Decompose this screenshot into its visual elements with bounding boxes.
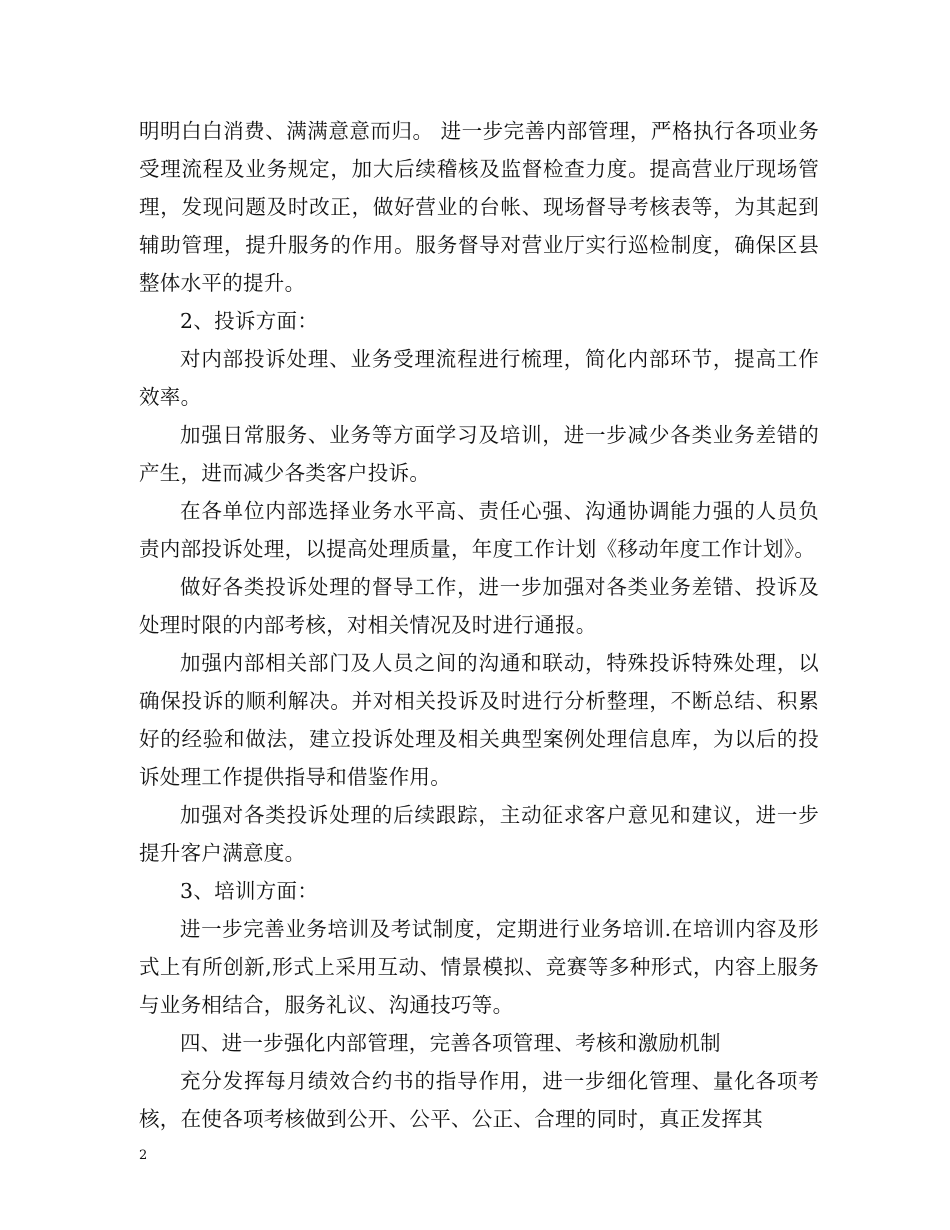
paragraph-6: 做好各类投诉处理的督导工作，进一步加强对各类业务差错、投诉及处理时限的内部考核，对相关情况及时进行通报。	[139, 575, 819, 637]
paragraph-12: 充分发挥每月绩效合约书的指导作用，进一步细化管理、量化各项考核，在使各项考核做到公开、公平、公正、合理的同时，真正发挥其	[139, 1069, 819, 1131]
paragraph-1: 明明白白消费、满满意意而归。 进一步完善内部管理，严格执行各项业务受理流程及业务规定，加大后续稽核及监督检查力度。提高营业厅现场管理，发现问题及时改正，做好营业的台帐、现场督导考核表等，为其起到辅助管理，提升服务的作用。服务督导对营业厅实行巡检制度，确保区县整体水平的提升。	[139, 119, 819, 295]
paragraph-5: 在各单位内部选择业务水平高、责任心强、沟通协调能力强的人员负责内部投诉处理，以提高处理质量，年度工作计划《移动年度工作计划》。	[139, 499, 819, 561]
paragraph-7: 加强内部相关部门及人员之间的沟通和联动，特殊投诉特殊处理，以确保投诉的顺利解决。并对相关投诉及时进行分析整理，不断总结、积累好的经验和做法，建立投诉处理及相关典型案例处理信息库，为以后的投诉处理工作提供指导和借鉴作用。	[139, 651, 819, 789]
paragraph-3: 对内部投诉处理、业务受理流程进行梳理，简化内部环节，提高工作效率。	[139, 347, 819, 409]
section-heading-management: 四、进一步强化内部管理，完善各项管理、考核和激励机制	[180, 1031, 721, 1055]
document-body	[139, 112, 819, 1138]
paragraph-8: 加强对各类投诉处理的后续跟踪，主动征求客户意见和建议，进一步提升客户满意度。	[139, 803, 819, 865]
paragraph-10: 进一步完善业务培训及考试制度，定期进行业务培训.在培训内容及形式上有所创新,形式上采用互动、情景模拟、竞赛等多种形式，内容上服务与业务相结合，服务礼议、沟通技巧等。	[139, 917, 819, 1017]
section-heading-complaints: 2、投诉方面：	[180, 309, 319, 333]
section-heading-training: 3、培训方面：	[180, 879, 319, 903]
page-number: 2	[139, 1148, 148, 1163]
paragraph-4: 加强日常服务、业务等方面学习及培训，进一步减少各类业务差错的产生，进而减少各类客户投诉。	[139, 423, 819, 485]
